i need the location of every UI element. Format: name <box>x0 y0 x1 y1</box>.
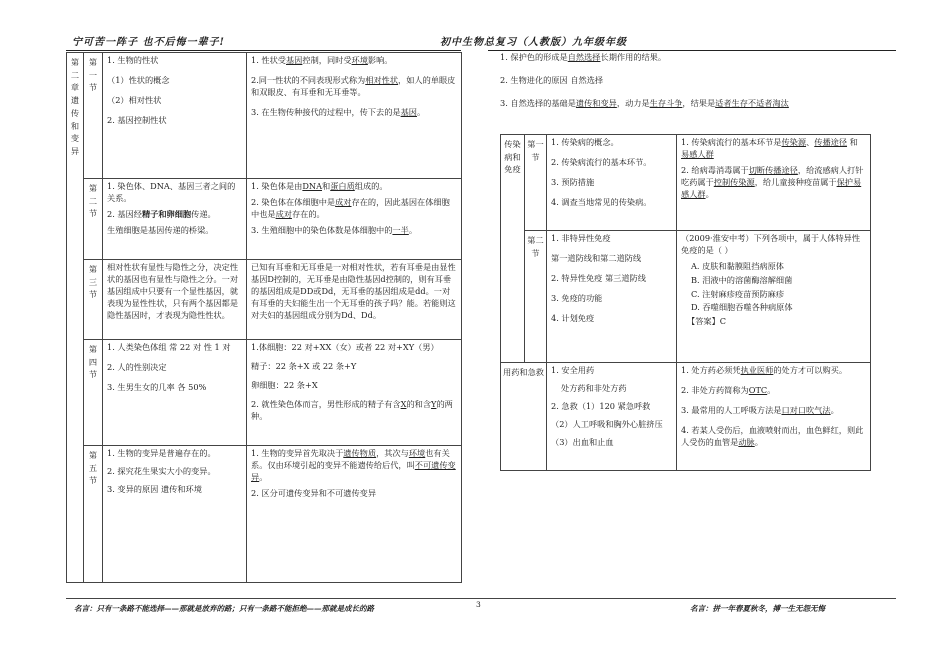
detail-line: 2. 区分可遗传变异和不可遗传变异 <box>251 487 377 498</box>
right-top-notes <box>500 52 900 121</box>
chapter-label: 第二章遗传和变异 <box>70 57 80 156</box>
item: 处方药和非处方药 <box>561 382 627 393</box>
detail-line: （2009·淮安中考）下列各项中，属于人体特异性免疫的是（ ） <box>681 233 861 255</box>
detail-cell <box>677 231 871 363</box>
section-cell <box>84 446 103 583</box>
option: B. 泪液中的溶菌酶溶解细菌 <box>691 274 793 285</box>
footer-rule <box>66 598 896 599</box>
detail-line: 2. 给病毒消毒属于切断传播途径，给流感病人打针吃药属于控制传染源，给儿童接种疫苗属于保护易感人群。 <box>681 164 864 199</box>
item: 1. 非特异性免疫 <box>551 233 611 243</box>
note-line: 1. 保护色的形成是自然选择长期作用的结果。 <box>500 52 667 62</box>
content-cell <box>103 446 247 583</box>
detail-cell <box>677 135 871 231</box>
page-number: 3 <box>476 600 481 609</box>
chapter-label: 传染病和免疫 <box>504 139 521 175</box>
option: C. 注射麻疹疫苗预防麻疹 <box>691 288 785 299</box>
detail-line: 2.同一性状的不同表现形式称为相对性状，如人的单眼皮和双眼皮、有耳垂和无耳垂等。 <box>251 74 456 97</box>
detail-line: 4. 若某人受伤后，血液喷射而出，血色鲜红，则此人受伤的血管是动脉。 <box>681 424 864 447</box>
section-cell <box>84 340 103 446</box>
item: 2. 急救（1）120 紧急呼救 <box>551 400 651 411</box>
section-label: 第四节 <box>88 344 98 380</box>
detail-line: 精子：22 条+X 或 22 条+Y <box>251 360 357 371</box>
chapter-cell <box>67 53 84 583</box>
detail-line: 2. 非处方药简称为OTC。 <box>681 384 776 395</box>
header-left-motto: 宁可苦一阵子 也不后悔一辈子! <box>72 37 225 48</box>
item: 2. 传染病流行的基本环节。 <box>551 156 652 167</box>
content-cell <box>103 340 247 446</box>
item: 1. 染色体、DNA、基因三者之间的关系。 <box>107 181 236 203</box>
section-label: 第二节 <box>88 183 98 219</box>
item: （1）性状的概念 <box>107 74 170 85</box>
section-cell <box>84 53 103 179</box>
content-cell <box>547 363 677 471</box>
detail-line: 卵细胞：22 条+X <box>251 379 318 390</box>
detail-cell <box>247 340 462 446</box>
section-label: 第二节 <box>527 235 544 258</box>
item: 4. 计划免疫 <box>551 312 595 323</box>
item: 3. 免疫的功能 <box>551 292 603 303</box>
option: A. 皮肤和黏膜阻挡病原体 <box>691 260 784 271</box>
item: 相对性状有显性与隐性之分，决定性状的基因也有显性与隐性之分。一对基因组成中只要有一个显性基因，就表现为显性性状，只有两个基因都是隐性基因时，才表现为隐性性状。 <box>107 262 239 320</box>
item: 2. 基因控制性状 <box>107 114 167 125</box>
item: 1. 传染病的概念。 <box>551 137 619 147</box>
item: 2. 特异性免疫 第三道防线 <box>551 272 646 283</box>
section-label: 第五节 <box>88 450 98 486</box>
note-line: 3. 自然选择的基础是遗传和变异，动力是生存斗争，结果是适者生存不适者淘汰 <box>500 97 789 108</box>
section-label: 第三节 <box>88 264 98 300</box>
header-right-title: 初中生物总复习（人教版）九年级年级 <box>440 37 627 48</box>
detail-line: 3. 在生物传种接代的过程中，传下去的是基因。 <box>251 106 426 117</box>
detail-line: 1. 染色体是由DNA和蛋白质组成的。 <box>251 181 388 191</box>
item: 2. 探究花生果实大小的变异。 <box>107 465 216 476</box>
chapter-label: 用药和急救 <box>503 367 544 377</box>
item: 生殖细胞是基因传递的桥梁。 <box>107 224 214 235</box>
chapter-cell <box>501 135 525 363</box>
detail-line: 1.体细胞：22 对+XX（女）或者 22 对+XY（男） <box>251 342 439 352</box>
detail-line: 1. 处方药必须凭执业医师的处方才可以购买。 <box>681 365 848 375</box>
section-cell <box>525 135 547 231</box>
footer-left-quote: 名言：只有一条路不能选择——那就是放弃的路；只有一条路不能拒绝——那就是成长的路 <box>74 604 374 613</box>
right-table <box>500 134 871 471</box>
detail-line: 1. 传染病流行的基本环节是传染源、传播途径 和 易感人群 <box>681 137 858 159</box>
item: 3. 生男生女的几率 各 50% <box>107 381 207 392</box>
section-cell <box>84 260 103 340</box>
detail-cell <box>247 53 462 179</box>
left-table <box>66 52 462 583</box>
section-cell <box>525 231 547 363</box>
item: 2. 人的性别决定 <box>107 361 167 372</box>
item: 1. 生物的性状 <box>107 55 159 65</box>
section-label: 第一节 <box>88 57 98 93</box>
item: 1. 人类染色体组 常 22 对 性 1 对 <box>107 342 231 352</box>
detail-line: 3. 最常用的人工呼吸方法是口对口吹气法。 <box>681 404 839 415</box>
note-line: 2. 生物进化的原因 自然选择 <box>500 74 604 85</box>
item: 1. 生物的变异是普遍存在的。 <box>107 448 216 458</box>
answer: 【答案】C <box>687 316 727 327</box>
item: 1. 安全用药 <box>551 365 595 375</box>
content-cell <box>547 231 677 363</box>
detail-line: 已知有耳垂和无耳垂是一对相对性状，若有耳垂是由显性基因D控制的，无耳垂是由隐性基因d控制的，则有耳垂的基因组成是DD或Dd，无耳垂的基因组成是dd。一对有耳垂的夫妇能生出一个无耳垂的孩子吗？能。若能则这对夫妇的基因组成分别为Dd、Dd。 <box>251 262 456 320</box>
detail-cell <box>247 179 462 260</box>
content-cell <box>103 179 247 260</box>
item: 3. 预防措施 <box>551 176 595 187</box>
item: 2. 基因经精子和卵细胞传递。 <box>107 208 216 219</box>
header-rule-right <box>488 50 896 51</box>
option: D. 吞噬细胞吞噬各种病原体 <box>691 302 793 313</box>
detail-line: 2. 染色体在体细胞中是成对存在的，因此基因在体细胞中也是成对存在的。 <box>251 196 450 219</box>
content-cell <box>103 53 247 179</box>
detail-line: 3. 生殖细胞中的染色体数是体细胞中的一半。 <box>251 224 418 235</box>
header-rule-left <box>66 50 461 51</box>
detail-line: 2. 就性染色体而言，男性形成的精子有含X的和含Y的两种。 <box>251 398 453 421</box>
footer-right-quote: 名言：拼一年春夏秋冬，搏一生无怨无悔 <box>690 604 825 613</box>
chapter-cell <box>501 363 547 471</box>
detail-cell <box>247 260 462 340</box>
item: （3）出血和止血 <box>551 436 614 447</box>
section-label: 第一节 <box>527 139 544 162</box>
section-cell <box>84 179 103 260</box>
detail-cell <box>247 446 462 583</box>
detail-line: 1. 生物的变异首先取决于遗传物质，其次与环境也有关系。仅由环境引起的变异不能遗传给后代，叫不可遗传变异。 <box>251 448 456 482</box>
item: 第一道防线和第二道防线 <box>551 252 642 263</box>
detail-line: 1. 性状受基因控制，同时受环境影响。 <box>251 55 393 65</box>
item: （2）相对性状 <box>107 94 162 105</box>
content-cell <box>103 260 247 340</box>
item: （2）人工呼吸和胸外心脏挤压 <box>551 418 663 429</box>
item: 3. 变异的原因 遗传和环境 <box>107 483 202 494</box>
item: 4. 调查当地常见的传染病。 <box>551 196 652 207</box>
detail-cell <box>677 363 871 471</box>
content-cell <box>547 135 677 231</box>
